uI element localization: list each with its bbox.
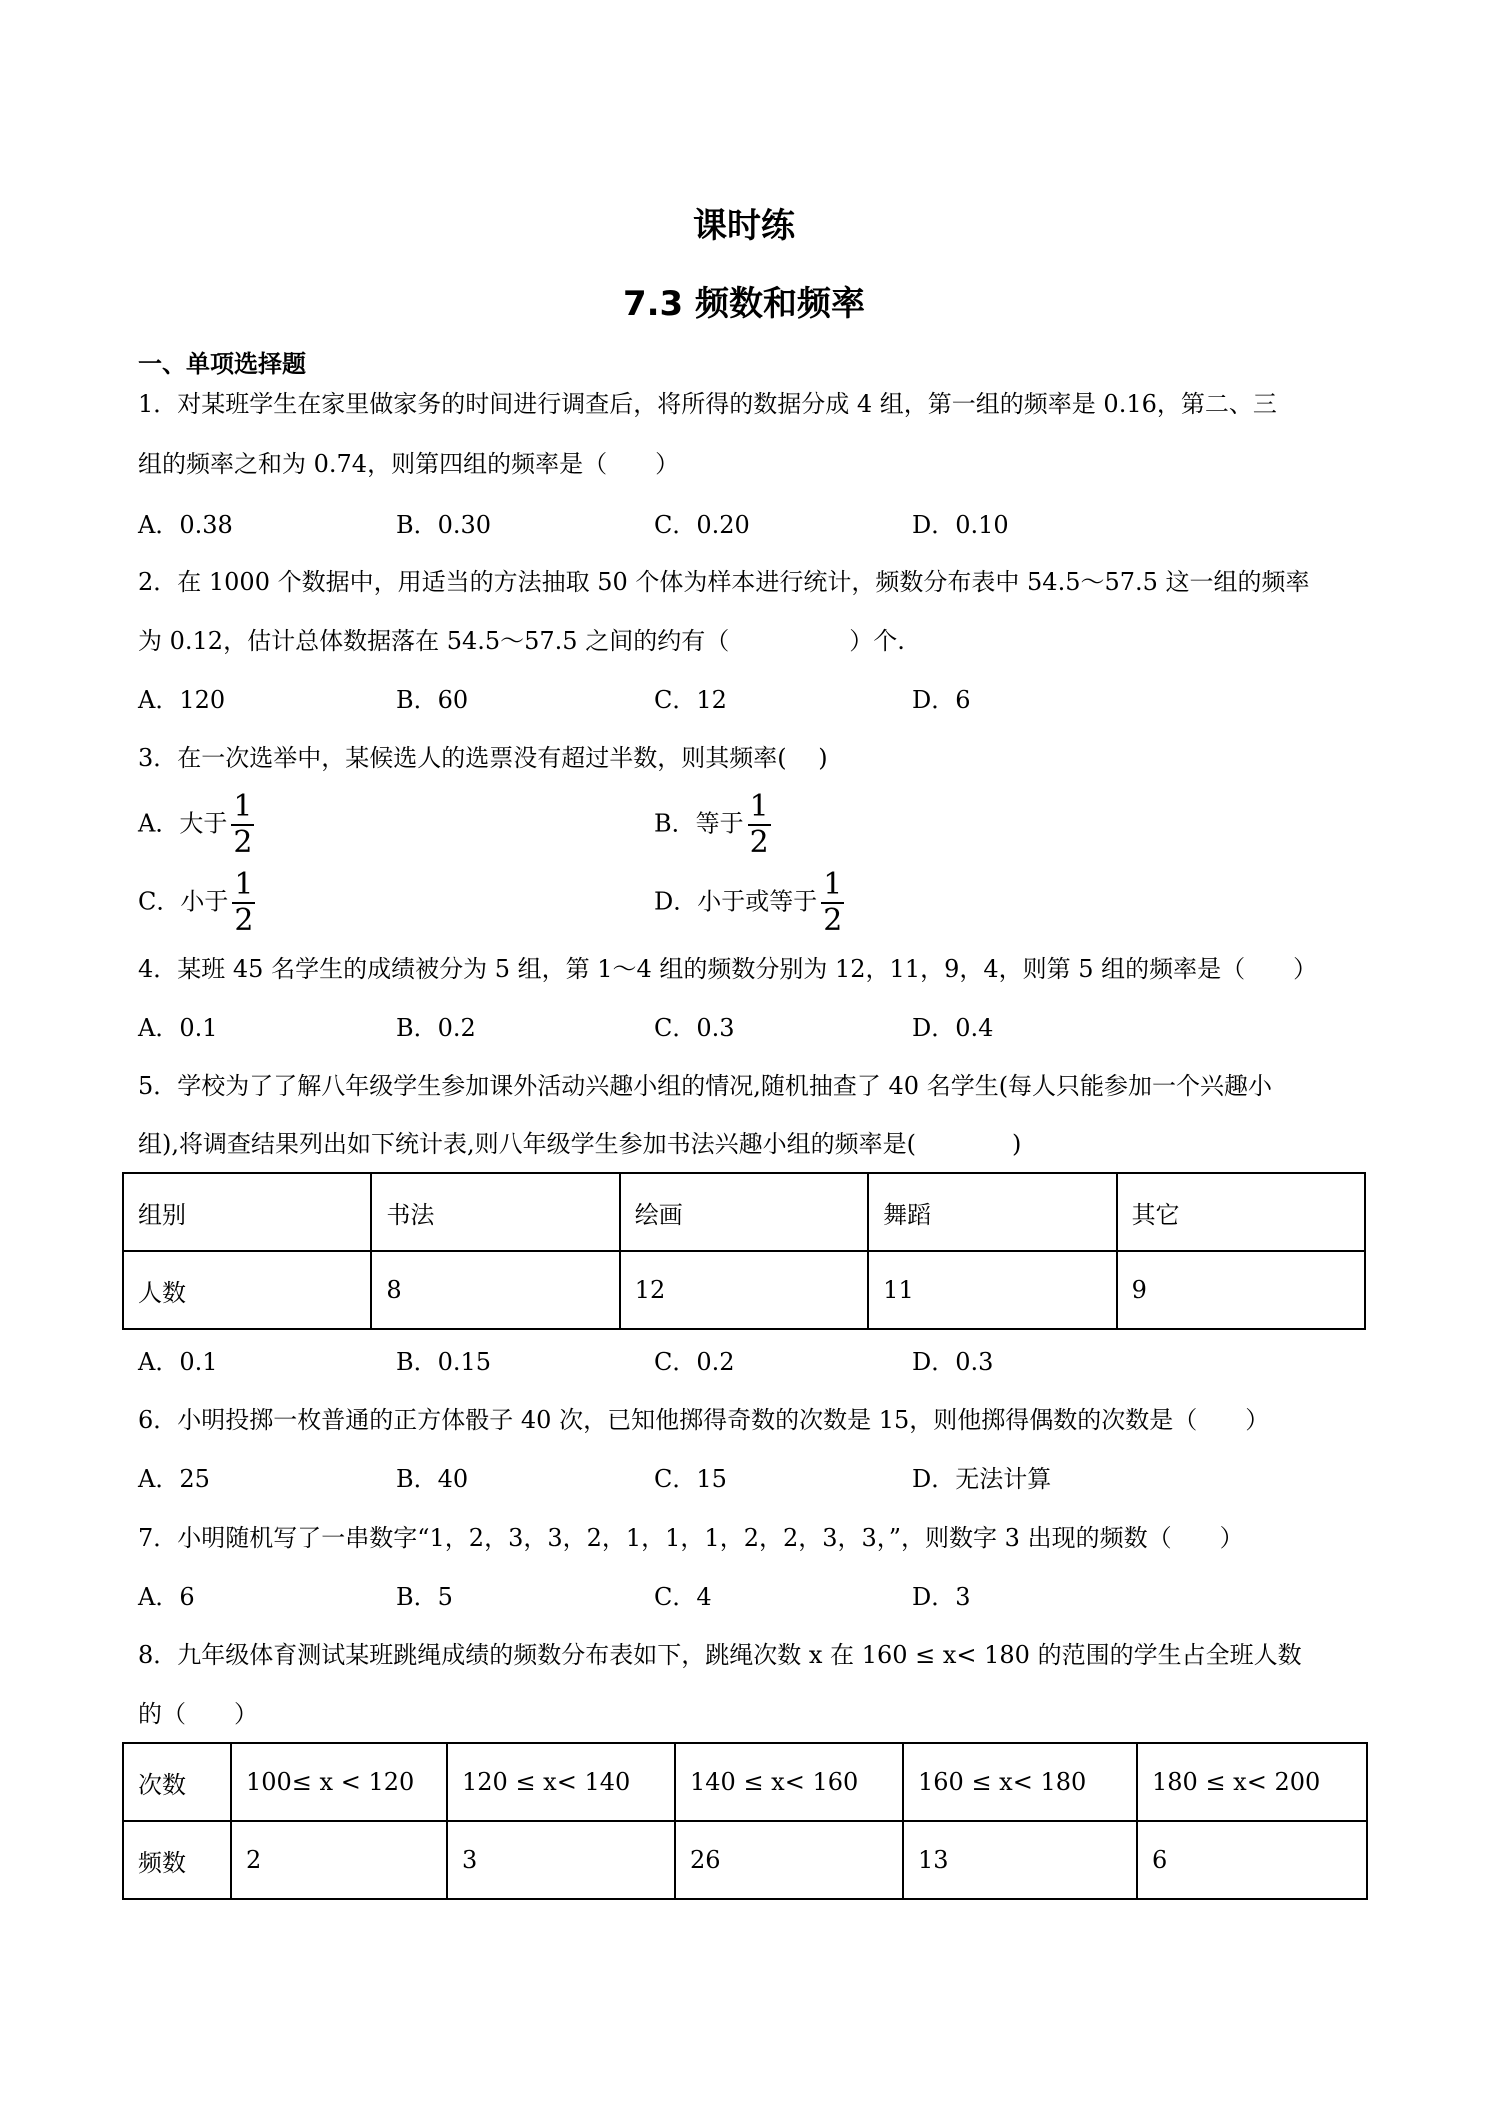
fraction-denominator: 2: [823, 903, 843, 938]
table-cell: 140 ≤ x< 160: [675, 1743, 903, 1821]
table-cell: 12: [620, 1251, 868, 1329]
q3-option-a: [138, 790, 254, 860]
table-cell: 13: [903, 1821, 1137, 1899]
page-title: 课时练: [693, 206, 795, 246]
q4-option-d: D．0.4: [912, 1014, 994, 1042]
q1-option-b: B．0.30: [396, 511, 492, 539]
q7-option-d: D．3: [912, 1583, 971, 1611]
fraction-denominator: 2: [233, 825, 253, 860]
table-cell: 次数: [123, 1743, 231, 1821]
table-cell: 160 ≤ x< 180: [903, 1743, 1137, 1821]
question-1-line-2: 组的频率之和为 0.74，则第四组的频率是（ ）: [138, 450, 680, 478]
q2-option-a: A．120: [138, 686, 226, 714]
q1-option-c: C．0.20: [654, 511, 750, 539]
table-cell: 舞蹈: [868, 1173, 1116, 1251]
question-6-line-1: 6．小明投掷一枚普通的正方体骰子 40 次，已知他掷得奇数的次数是 15，则他掷得偶数的次数是（ ）: [138, 1406, 1270, 1434]
q5-option-c: C．0.2: [654, 1348, 735, 1376]
q6-option-c: C．15: [654, 1465, 727, 1493]
frequency-table: [122, 1742, 1368, 1900]
fraction-numerator: 1: [823, 867, 843, 902]
fraction: [748, 790, 771, 860]
fraction-denominator: 2: [749, 825, 769, 860]
table-cell: 6: [1137, 1821, 1367, 1899]
question-5-line-2: 组),将调查结果列出如下统计表,则八年级学生参加书法兴趣小组的频率是( ): [138, 1130, 1022, 1158]
table-cell: 26: [675, 1821, 903, 1899]
q4-option-a: A．0.1: [138, 1014, 218, 1042]
question-4-line-1: 4．某班 45 名学生的成绩被分为 5 组，第 1～4 组的频数分别为 12，11，9，4，则第 5 组的频率是（ ）: [138, 955, 1318, 983]
fraction: [821, 868, 844, 938]
table-cell: 9: [1117, 1251, 1365, 1329]
q3-option-d: [654, 868, 844, 938]
q2-option-d: D．6: [912, 686, 971, 714]
q3-option-b: [654, 790, 771, 860]
table-cell: 绘画: [620, 1173, 868, 1251]
table-cell: 2: [231, 1821, 447, 1899]
question-3-line-1: 3．在一次选举中，某候选人的选票没有超过半数，则其频率( ): [138, 744, 828, 772]
q3-option-c: [138, 868, 255, 938]
q1-option-a: A．0.38: [138, 511, 233, 539]
q1-option-d: D．0.10: [912, 511, 1009, 539]
q3-option-d-label: D．小于或等于: [654, 887, 818, 916]
table-cell: 书法: [371, 1173, 619, 1251]
q5-option-b: B．0.15: [396, 1348, 492, 1376]
q7-option-a: A．6: [138, 1583, 195, 1611]
fraction: [231, 790, 254, 860]
table-row: [123, 1821, 1367, 1899]
table-cell: 频数: [123, 1821, 231, 1899]
q2-option-b: B．60: [396, 686, 469, 714]
table-row: [123, 1251, 1365, 1329]
table-cell: 11: [868, 1251, 1116, 1329]
table-cell: 其它: [1117, 1173, 1365, 1251]
q2-option-c: C．12: [654, 686, 727, 714]
q6-option-a: A．25: [138, 1465, 210, 1493]
table-row: [123, 1743, 1367, 1821]
table-cell: 120 ≤ x< 140: [447, 1743, 675, 1821]
group-count-table: [122, 1172, 1366, 1330]
lesson-title: 7.3 频数和频率: [622, 284, 866, 324]
table-cell: 100≤ x < 120: [231, 1743, 447, 1821]
fraction-denominator: 2: [234, 903, 254, 938]
table-cell: 3: [447, 1821, 675, 1899]
fraction-numerator: 1: [749, 789, 769, 824]
q4-option-b: B．0.2: [396, 1014, 476, 1042]
question-5-line-1: 5．学校为了了解八年级学生参加课外活动兴趣小组的情况,随机抽查了 40 名学生(每人只能参加一个兴趣小: [138, 1072, 1273, 1100]
question-8-line-1: 8．九年级体育测试某班跳绳成绩的频数分布表如下，跳绳次数 x 在 160 ≤ x< 180 的范围的学生占全班人数: [138, 1641, 1302, 1669]
question-8-line-2: 的（ ）: [138, 1700, 258, 1728]
q5-option-a: A．0.1: [138, 1348, 218, 1376]
table-cell: 人数: [123, 1251, 371, 1329]
table-row: [123, 1173, 1365, 1251]
q5-option-d: D．0.3: [912, 1348, 994, 1376]
q4-option-c: C．0.3: [654, 1014, 735, 1042]
table-cell: 8: [371, 1251, 619, 1329]
q3-option-b-label: B．等于: [654, 809, 744, 838]
q7-option-b: B．5: [396, 1583, 453, 1611]
q3-option-a-label: A．大于: [138, 809, 228, 838]
q3-option-c-label: C．小于: [138, 887, 229, 916]
q6-option-b: B．40: [396, 1465, 469, 1493]
question-2-line-2: 为 0.12，估计总体数据落在 54.5～57.5 之间的约有（ ）个.: [138, 627, 905, 655]
fraction-numerator: 1: [234, 867, 254, 902]
q6-option-d: D．无法计算: [912, 1465, 1052, 1493]
question-2-line-1: 2．在 1000 个数据中，用适当的方法抽取 50 个体为样本进行统计，频数分布表中 54.5～57.5 这一组的频率: [138, 568, 1310, 596]
fraction-numerator: 1: [233, 789, 253, 824]
q7-option-c: C．4: [654, 1583, 712, 1611]
question-1-line-1: 1．对某班学生在家里做家务的时间进行调查后，将所得的数据分成 4 组，第一组的频率是 0.16，第二、三: [138, 390, 1277, 418]
table-cell: 组别: [123, 1173, 371, 1251]
question-7-line-1: 7．小明随机写了一串数字“1，2，3，3，2，1，1，1，2，2，3，3，”，则数字 3 出现的频数（ ）: [138, 1524, 1244, 1552]
section-heading: 一、单项选择题: [138, 350, 306, 378]
fraction: [232, 868, 255, 938]
table-cell: 180 ≤ x< 200: [1137, 1743, 1367, 1821]
